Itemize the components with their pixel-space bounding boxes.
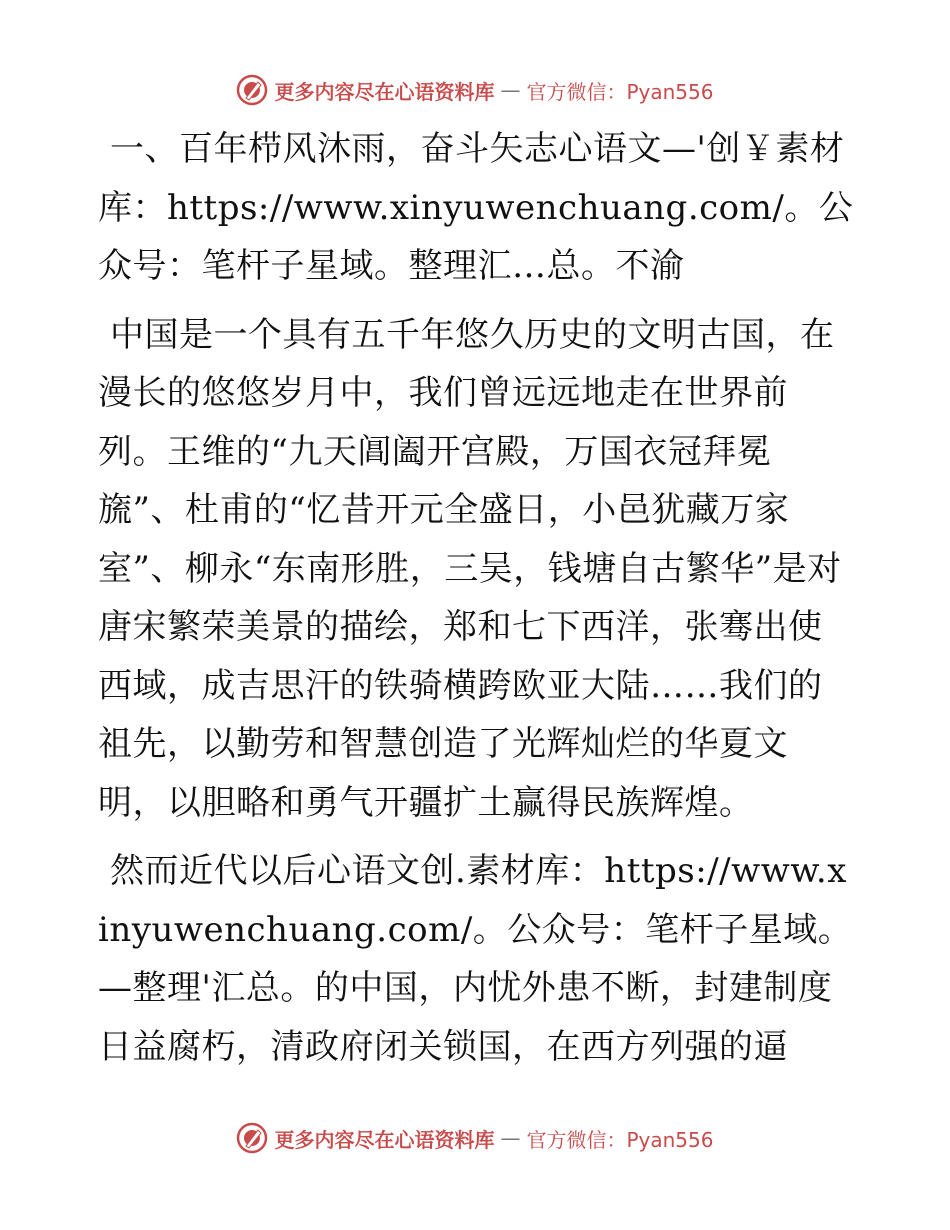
pen-logo-icon <box>236 1122 268 1154</box>
banner-wechat: 官方微信：Pyan556 <box>526 1127 714 1152</box>
paragraph-history: 中国是一个具有五千年悠久历史的文明古国，在漫长的悠悠岁月中，我们曾远远地走在世界前列。王维的“九天阊阖开宫殿，万国衣冠拜冕旒”、杜甫的“忆昔开元全盛日，小邑犹藏万家室”、柳永“东南形胜，三吴，钱塘自古繁华”是对唐宋繁荣美景的描绘，郑和七下西洋，张骞出使西域，成吉思汗的铁骑横跨欧亚大陆……我们的祖先，以勤劳和智慧创造了光辉灿烂的华夏文明，以胆略和勇气开疆扩土赢得民族辉煌。 <box>98 314 842 823</box>
pen-logo-icon <box>236 74 268 106</box>
footer-banner <box>0 1118 950 1158</box>
header-banner <box>0 70 950 110</box>
paragraph-modern: 然而近代以后心语文创.素材库：https://www.xinyuwenchuang.com/。公众号：笔杆子星域。—整理'汇总。的中国，内忧外患不断，封建制度日益腐朽，清政府闭关锁国，在西方列强的逼 <box>98 851 853 1067</box>
banner-title: 更多内容尽在心语资料库 <box>274 1127 495 1152</box>
banner-title: 更多内容尽在心语资料库 <box>274 79 495 104</box>
document-body <box>98 120 856 1086</box>
banner-wechat: 官方微信：Pyan556 <box>526 79 714 104</box>
banner-separator: — <box>500 1126 521 1150</box>
banner-separator: — <box>500 78 521 102</box>
paragraph-heading: 一、百年栉风沐雨，奋斗矢志心语文—'创￥素材库：https://www.xinyuwenchuang.com/。公众号：笔杆子星域。整理汇…总。不渝 <box>98 129 854 286</box>
